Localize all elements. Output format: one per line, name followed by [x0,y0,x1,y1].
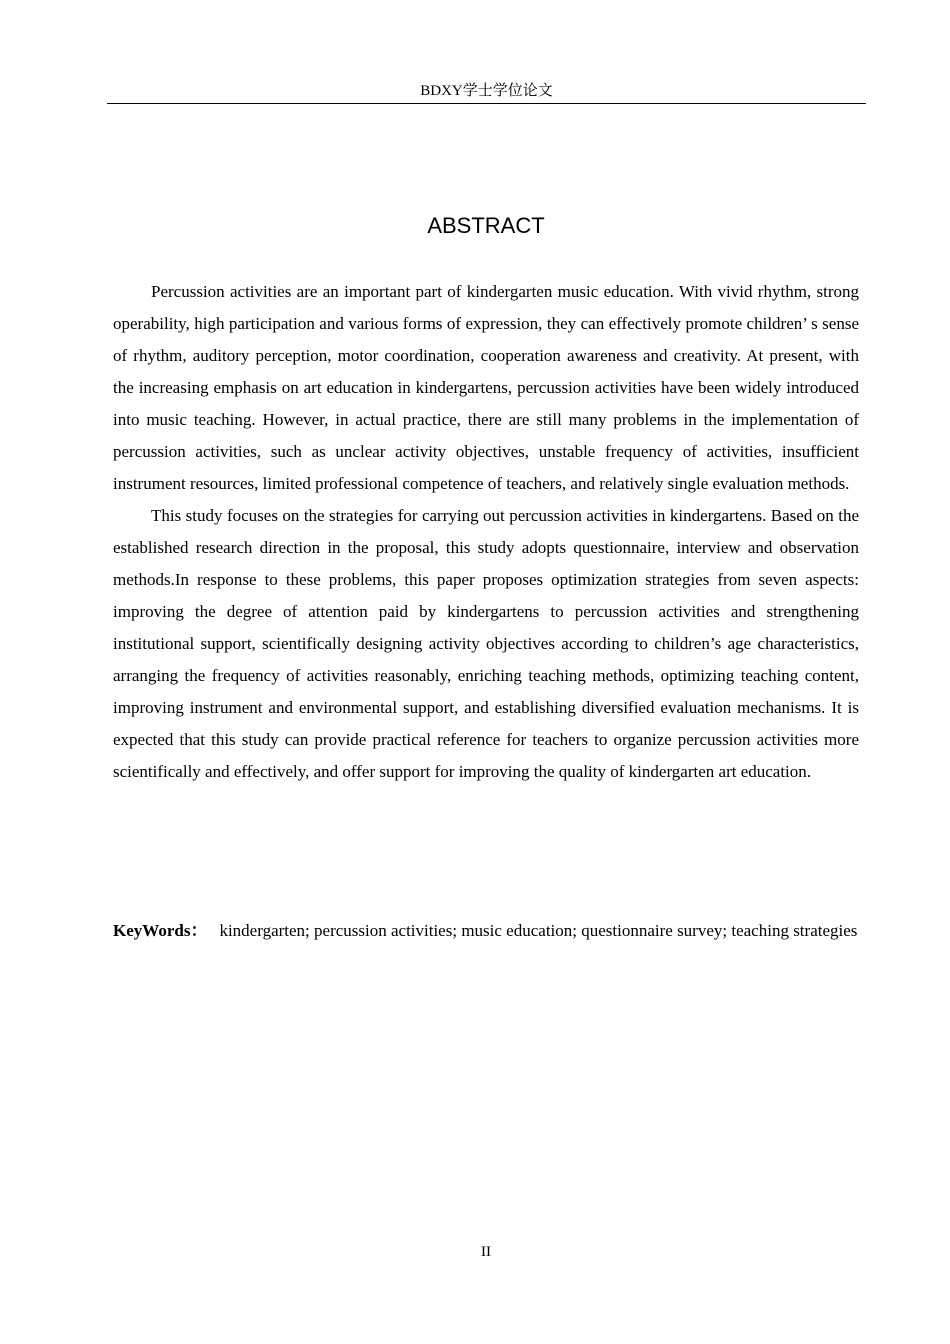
keywords-line [113,915,859,946]
abstract-paragraph-2: This study focuses on the strategies for carrying out percussion activities in kindergartens. Based on the established research direction in the proposal, this study adopts questionnaire, interview and observation methods.In response to these problems, this paper proposes optimization strategies from seven aspects: improving the degree of attention paid by kindergartens to percussion activities and strengthening institutional support, scientifically designing activity objectives according to children’s age characteristics, arranging the frequency of activities reasonably, enriching teaching methods, optimizing teaching content, improving instrument and environmental support, and establishing diversified evaluation mechanisms. It is expected that this study can provide practical reference for teachers to organize percussion activities more scientifically and effectively, and offer support for improving the quality of kindergarten art education. [113,506,859,781]
abstract-paragraph-1: Percussion activities are an important part of kindergarten music education. With vivid rhythm, strong operability, high participation and various forms of expression, they can effectively promote children’ s sense of rhythm, auditory perception, motor coordination, cooperation awareness and creativity. At present, with the increasing emphasis on art education in kindergartens, percussion activities have been widely introduced into music teaching. However, in actual practice, there are still many problems in the implementation of percussion activities, such as unclear activity objectives, unstable frequency of activities, insufficient instrument resources, limited professional competence of teachers, and relatively single evaluation methods. [113,282,859,493]
abstract-body [113,276,859,788]
keywords-label: KeyWords [113,921,191,940]
page-number: II [481,1244,491,1260]
running-header: BDXY学士学位论文 [107,82,866,104]
keywords-text: kindergarten; percussion activities; music education; questionnaire survey; teaching strategies [219,921,858,940]
abstract-title: ABSTRACT [427,213,545,238]
keywords-colon: ： [190,921,208,940]
